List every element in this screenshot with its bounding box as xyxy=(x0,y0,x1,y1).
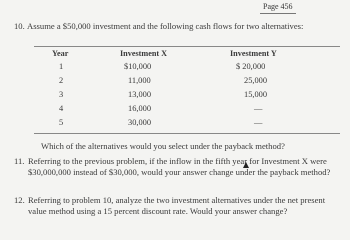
question-11 xyxy=(14,156,334,178)
investment-y-cell: 25,000 xyxy=(244,76,268,85)
year-cell: 1 xyxy=(59,62,64,71)
investment-y-cell: 15,000 xyxy=(244,90,268,99)
year-cell: 4 xyxy=(59,104,64,113)
page-reference: Page 456 xyxy=(260,1,296,14)
question-text: Which of the alternatives would you select under the payback method? xyxy=(41,141,285,151)
question-text: Assume a $50,000 investment and the following cash flows for two alternatives: xyxy=(27,21,304,31)
header-investment-x: Investment X xyxy=(120,49,168,58)
question-10-followup xyxy=(41,141,341,152)
header-year: Year xyxy=(52,49,69,58)
question-10 xyxy=(14,20,314,32)
investment-x-cell: $10,000 xyxy=(124,62,152,71)
table-top-rule xyxy=(34,46,340,47)
table-bottom-rule xyxy=(34,133,340,134)
investment-y-cell: — xyxy=(254,118,263,127)
question-12 xyxy=(14,195,334,217)
year-cell: 3 xyxy=(59,90,64,99)
question-text: Referring to the previous problem, if the inflow in the fifth year for Investment X were $30,000,000 instead of $30,000, would your answer change under the payback method? xyxy=(28,156,331,177)
question-number: 11. xyxy=(14,156,25,166)
year-cell: 5 xyxy=(59,118,64,127)
year-cell: 2 xyxy=(59,76,64,85)
investment-x-cell: 30,000 xyxy=(128,118,152,127)
investment-y-cell: — xyxy=(254,104,263,113)
question-text: Referring to problem 10, analyze the two investment alternatives under the net present value method using a 15 percent discount rate. Would your answer change? xyxy=(28,195,326,216)
investment-x-cell: 16,000 xyxy=(128,104,152,113)
header-investment-y: Investment Y xyxy=(230,49,277,58)
question-number: 12. xyxy=(14,195,25,205)
question-number: 10. xyxy=(14,21,25,31)
investment-x-cell: 11,000 xyxy=(128,76,151,85)
investment-x-cell: 13,000 xyxy=(128,90,152,99)
investment-y-cell: $ 20,000 xyxy=(236,62,266,71)
